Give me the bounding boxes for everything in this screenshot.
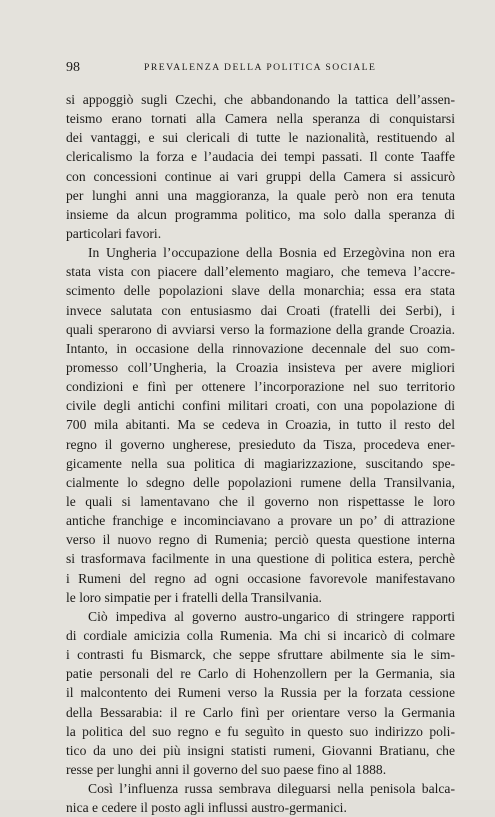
text-line: gicamente nella sua politica di magiarizzazione, suscitando spe- — [66, 455, 455, 471]
text-line: clericalismo la forza e l’audacia dei tempi passati. Il conte Taaffe — [66, 149, 455, 165]
text-line: le quali si lamentavano che il governo non rispettasse le loro — [66, 493, 455, 509]
paragraph — [66, 243, 455, 607]
text-line: di cordiale amicizia colla Rumenia. Ma chi si incaricò di colmare — [66, 627, 455, 643]
text-line: per lunghi anni una maggioranza, la quale però non era tenuta — [66, 187, 455, 203]
text-line: il malcontento dei Rumeni verso la Russia per la forzata cessione — [66, 685, 455, 701]
text-line: nica e cedere il posto agli influssi austro-germanici. — [66, 800, 347, 816]
text-line: Intanto, in occasione della rinnovazione decennale del suo com- — [66, 340, 455, 356]
text-line: resse per lunghi anni il governo del suo paese fino al 1888. — [66, 761, 387, 777]
text-line: con concessioni continue ai vari gruppi della Camera si assicurò — [66, 168, 455, 184]
text-line: civile degli antichi confini militari croati, con una popolazione di — [66, 398, 455, 414]
body-text — [66, 90, 455, 817]
text-line: scimento delle popolazioni slave della monarchia; essa era stata — [66, 283, 455, 299]
text-line: In Ungheria l’occupazione della Bosnia ed Erzegòvina non era — [88, 245, 455, 261]
text-line: invece salutata con entusiasmo dai Croati (fratelli dei Serbi), i — [66, 302, 455, 318]
text-line: la politica del suo regno e fu seguìto in questo suo indirizzo poli- — [66, 723, 455, 739]
text-line: antiche franchige e incominciavano a provare un po’ di attrazione — [66, 513, 455, 529]
text-line: i contrasti fu Bismarck, che seppe sfruttare abilmente sia le sim- — [66, 647, 455, 663]
running-title: PREVALENZA DELLA POLITICA SOCIALE — [144, 62, 377, 73]
paragraph — [66, 90, 455, 243]
text-line: condizioni e finì per ottenere l’incorporazione nel suo territorio — [66, 379, 455, 395]
text-line: si trasformava facilmente in una questione di politica estera, perchè — [66, 551, 455, 567]
page-number: 98 — [66, 60, 80, 75]
text-line: stata vista con piacere dall’elemento magiaro, che temeva l’accre- — [66, 264, 455, 280]
text-line: della Bessarabia: il re Carlo finì per orientare verso la Germania — [66, 704, 455, 720]
text-line: cialmente lo sdegno delle popolazioni rumene della Transilvania, — [66, 474, 455, 490]
text-line: insieme da alcun programma politico, ma solo dalla speranza di — [66, 206, 455, 222]
text-line: teismo erano tornati alla Camera nella speranza di conquistarsi — [66, 111, 455, 127]
paragraph — [66, 607, 455, 779]
text-line: particolari favori. — [66, 225, 162, 241]
text-line: Ciò impediva al governo austro-ungarico di stringere rapporti — [88, 608, 455, 624]
text-line: dei vantaggi, e sui clericali di tutte le nazionalità, restituendo al — [66, 130, 455, 146]
text-line: le loro simpatie per i fratelli della Transilvania. — [66, 589, 322, 605]
page-header — [66, 60, 451, 76]
text-line: quali sperarono di avviarsi verso la formazione della grande Croazia. — [66, 321, 455, 337]
text-line: patie personali del re Carlo di Hohenzollern per la Germania, sia — [66, 666, 455, 682]
text-line: 700 mila abitanti. Ma se cedeva in Croazia, in tutto il resto del — [66, 417, 455, 433]
text-line: verso il nuovo regno di Rumenia; perciò questa questione interna — [66, 532, 455, 548]
paragraph — [66, 779, 455, 817]
text-line: promesso coll’Ungheria, la Croazia insisteva per avere migliori — [66, 359, 455, 375]
text-line: Così l’influenza russa sembrava dileguarsi nella penisola balca- — [88, 781, 455, 797]
text-line: i Rumeni del regno ad ogni occasione favorevole manifestavano — [66, 570, 455, 586]
text-line: regno il governo ungherese, presieduto da Tisza, procedeva ener- — [66, 436, 455, 452]
text-line: si appoggiò sugli Czechi, che abbandonando la tattica dell’assen- — [66, 92, 455, 107]
text-line: tico da uno dei più insigni statisti rumeni, Giovanni Bratianu, che — [66, 742, 455, 758]
